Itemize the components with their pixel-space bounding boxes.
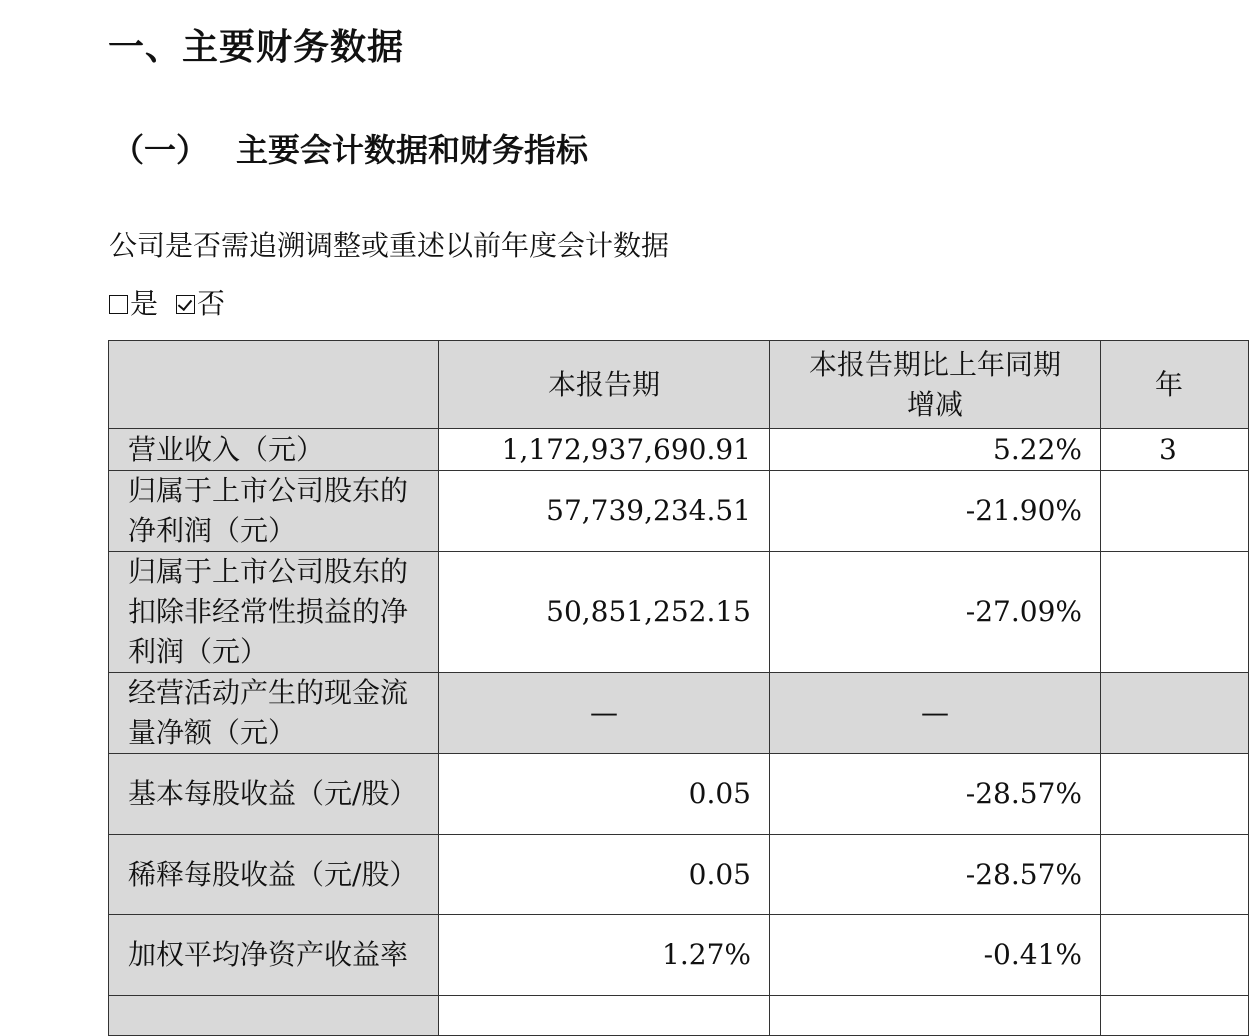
row-label: 稀释每股收益（元/股） <box>109 835 439 915</box>
row-current-value: — <box>439 673 770 754</box>
row-label: 经营活动产生的现金流量净额（元） <box>109 673 439 754</box>
header-yoy-line2: 增减 <box>906 387 963 421</box>
row-label: 归属于上市公司股东的扣除非经常性损益的净利润（元） <box>109 552 439 673</box>
row-next-value <box>1101 673 1249 754</box>
row-cell-empty <box>770 996 1101 1036</box>
row-label: 加权平均净资产收益率 <box>109 915 439 996</box>
row-change-value: 5.22% <box>770 429 1101 471</box>
subsection-heading <box>112 128 588 172</box>
row-next-value <box>1101 471 1249 552</box>
row-next-value: 3 <box>1101 429 1249 471</box>
table-row-partial <box>109 996 1249 1036</box>
row-current-value: 0.05 <box>439 754 770 835</box>
key-financial-table <box>108 340 1249 1036</box>
row-cell-empty <box>1101 996 1249 1036</box>
row-current-value: 50,851,252.15 <box>439 552 770 673</box>
row-current-value: 57,739,234.51 <box>439 471 770 552</box>
row-change-value: — <box>770 673 1101 754</box>
row-label-empty <box>109 996 439 1036</box>
header-next-column: 年 <box>1101 341 1249 429</box>
restatement-choices <box>109 284 225 324</box>
table-header-row <box>109 341 1249 429</box>
row-current-value: 1,172,937,690.91 <box>439 429 770 471</box>
header-current-period: 本报告期 <box>439 341 770 429</box>
row-next-value <box>1101 835 1249 915</box>
table-row <box>109 429 1249 471</box>
no-checkbox-checked[interactable] <box>176 295 195 314</box>
row-change-value: -21.90% <box>770 471 1101 552</box>
row-label: 营业收入（元） <box>109 429 439 471</box>
subsection-number: （一） <box>112 131 209 169</box>
table-row <box>109 754 1249 835</box>
row-label: 归属于上市公司股东的净利润（元） <box>109 471 439 552</box>
table-row <box>109 552 1249 673</box>
header-corner-cell <box>109 341 439 429</box>
row-cell-empty <box>439 996 770 1036</box>
table-row <box>109 673 1249 754</box>
row-change-value: -27.09% <box>770 552 1101 673</box>
row-label: 基本每股收益（元/股） <box>109 754 439 835</box>
row-next-value <box>1101 754 1249 835</box>
table-row <box>109 835 1249 915</box>
restatement-question: 公司是否需追溯调整或重述以前年度会计数据 <box>109 229 670 262</box>
header-yoy-change <box>770 341 1101 429</box>
row-next-value <box>1101 915 1249 996</box>
table-row <box>109 471 1249 552</box>
section-title: 一、主要财务数据 <box>108 27 405 68</box>
no-label: 否 <box>197 287 226 320</box>
row-change-value: -28.57% <box>770 754 1101 835</box>
yes-label: 是 <box>130 287 159 320</box>
table-row <box>109 915 1249 996</box>
row-change-value: -0.41% <box>770 915 1101 996</box>
row-current-value: 1.27% <box>439 915 770 996</box>
row-current-value: 0.05 <box>439 835 770 915</box>
subsection-title: 主要会计数据和财务指标 <box>236 131 589 169</box>
header-yoy-line1: 本报告期比上年同期 <box>808 347 1061 381</box>
yes-checkbox[interactable] <box>109 295 128 314</box>
row-next-value <box>1101 552 1249 673</box>
row-change-value: -28.57% <box>770 835 1101 915</box>
